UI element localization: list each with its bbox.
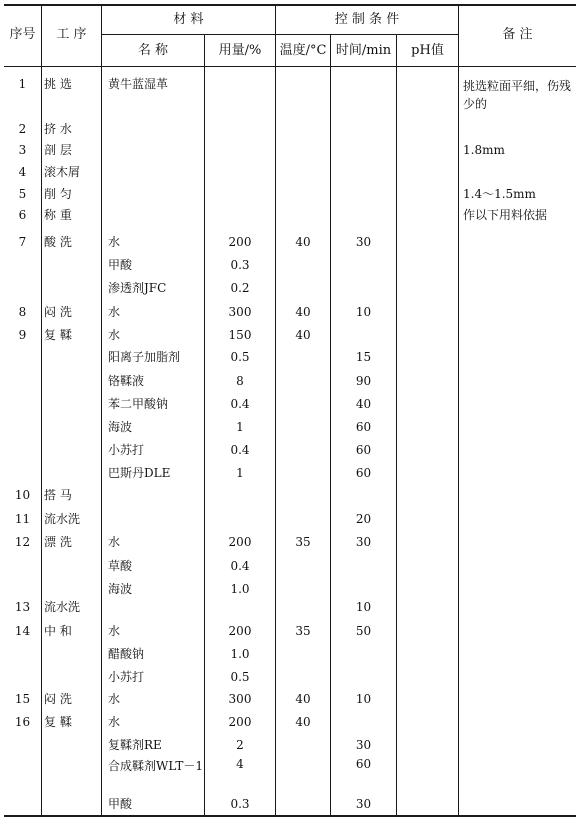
cell-time: 90 xyxy=(355,374,372,388)
cell-name: 水 xyxy=(108,535,121,549)
cell-amt: 1.0 xyxy=(230,647,250,661)
cell-seq: 4 xyxy=(18,165,27,179)
cell-seq: 15 xyxy=(14,692,31,706)
cell-name: 水 xyxy=(108,692,121,706)
header-note: 备 注 xyxy=(502,27,533,42)
cell-time: 10 xyxy=(355,692,372,706)
cell-proc: 滚木屑 xyxy=(44,165,81,179)
cell-seq: 9 xyxy=(18,328,27,342)
cell-seq: 11 xyxy=(14,512,31,526)
cell-name: 水 xyxy=(108,328,121,342)
cell-proc: 酸 洗 xyxy=(44,235,72,249)
cell-name: 草酸 xyxy=(108,559,133,573)
cell-proc: 中 和 xyxy=(44,624,72,638)
cell-amt: 0.5 xyxy=(230,350,250,364)
cell-time: 15 xyxy=(355,350,372,364)
cell-time: 10 xyxy=(355,305,372,319)
cell-time: 30 xyxy=(355,535,372,549)
cell-note: 1.8mm xyxy=(463,143,505,157)
cell-name: 苯二甲酸钠 xyxy=(108,397,169,411)
cell-name: 黄牛蓝湿革 xyxy=(108,77,169,91)
cell-temp: 40 xyxy=(295,715,311,729)
header-temperature: 温度/°C xyxy=(279,43,327,58)
cell-proc: 漂 洗 xyxy=(44,535,72,549)
cell-amt: 0.4 xyxy=(230,559,250,573)
cell-proc: 剖 层 xyxy=(44,143,72,157)
cell-time: 30 xyxy=(355,235,372,249)
cell-seq: 14 xyxy=(14,624,31,638)
cell-proc: 称 重 xyxy=(44,208,72,222)
cell-name: 水 xyxy=(108,715,121,729)
header-bottom-rule xyxy=(4,66,576,67)
header-materials: 材 料 xyxy=(173,12,204,27)
cell-seq: 5 xyxy=(18,187,27,201)
cell-proc: 流水洗 xyxy=(44,512,81,526)
cell-temp: 40 xyxy=(295,235,311,249)
cell-time: 30 xyxy=(355,797,372,811)
cell-seq: 13 xyxy=(14,600,31,614)
header-ph: pH值 xyxy=(411,43,444,58)
cell-amt: 1 xyxy=(236,420,244,434)
cell-amt: 300 xyxy=(228,692,252,706)
cell-proc: 流水洗 xyxy=(44,600,81,614)
cell-time: 60 xyxy=(355,466,372,480)
cell-temp: 35 xyxy=(295,535,311,549)
cell-seq: 3 xyxy=(18,143,27,157)
cell-proc: 闷 洗 xyxy=(44,305,72,319)
cell-proc: 搭 马 xyxy=(44,488,72,502)
cell-name: 合成鞣剂WLT－1 xyxy=(108,759,203,773)
header-time: 时间/min xyxy=(335,43,392,58)
cell-amt: 200 xyxy=(228,235,252,249)
cell-amt: 0.3 xyxy=(230,797,250,811)
cell-note: 1.4～1.5mm xyxy=(463,187,536,201)
cell-name: 海波 xyxy=(108,582,133,596)
cell-seq: 6 xyxy=(18,208,27,222)
cell-time: 40 xyxy=(355,397,372,411)
table-bottom-rule xyxy=(4,815,576,817)
col-rule-control xyxy=(458,5,459,816)
cell-proc: 复 鞣 xyxy=(44,715,72,729)
cell-temp: 40 xyxy=(295,692,311,706)
header-material-amount: 用量/% xyxy=(218,43,262,58)
cell-amt: 1.0 xyxy=(230,582,250,596)
cell-name: 水 xyxy=(108,305,121,319)
cell-time: 60 xyxy=(355,757,372,771)
cell-name: 渗透剂JFC xyxy=(108,281,167,295)
cell-amt: 0.4 xyxy=(230,443,250,457)
cell-proc: 挤 水 xyxy=(44,122,72,136)
cell-proc: 挑 选 xyxy=(44,77,72,91)
cell-amt: 0.5 xyxy=(230,670,250,684)
header-mid-rule-materials xyxy=(101,34,458,35)
cell-amt: 150 xyxy=(228,328,252,342)
header-material-name: 名 称 xyxy=(137,43,169,58)
table-top-rule xyxy=(4,4,576,6)
cell-amt: 200 xyxy=(228,535,252,549)
cell-time: 60 xyxy=(355,420,372,434)
cell-seq: 1 xyxy=(18,77,27,91)
cell-amt: 0.4 xyxy=(230,397,250,411)
cell-name: 小苏打 xyxy=(108,670,145,684)
cell-note: 挑选粒面平细，伤残少的 xyxy=(463,79,572,111)
cell-seq: 2 xyxy=(18,122,27,136)
cell-proc: 复 鞣 xyxy=(44,328,72,342)
cell-name: 甲酸 xyxy=(108,797,133,811)
cell-amt: 300 xyxy=(228,305,252,319)
cell-name: 醋酸钠 xyxy=(108,647,145,661)
cell-temp: 40 xyxy=(295,328,311,342)
cell-amt: 200 xyxy=(228,715,252,729)
cell-time: 50 xyxy=(355,624,372,638)
cell-amt: 4 xyxy=(236,757,244,771)
cell-name: 水 xyxy=(108,235,121,249)
cell-amt: 200 xyxy=(228,624,252,638)
cell-time: 10 xyxy=(355,600,372,614)
cell-name: 甲酸 xyxy=(108,258,133,272)
cell-time: 60 xyxy=(355,443,372,457)
header-control-conditions: 控 制 条 件 xyxy=(334,12,400,27)
cell-seq: 16 xyxy=(14,715,31,729)
cell-seq: 7 xyxy=(18,235,27,249)
cell-amt: 1 xyxy=(236,466,244,480)
cell-seq: 10 xyxy=(14,488,31,502)
cell-note: 作以下用料依据 xyxy=(463,208,548,222)
cell-seq: 8 xyxy=(18,305,27,319)
header-process: 工 序 xyxy=(56,27,87,42)
header-seq: 序号 xyxy=(9,27,36,42)
cell-temp: 35 xyxy=(295,624,311,638)
cell-name: 铬鞣液 xyxy=(108,374,145,388)
cell-temp: 40 xyxy=(295,305,311,319)
cell-name: 阳离子加脂剂 xyxy=(108,350,181,364)
col-rule-proc xyxy=(101,5,102,816)
cell-name: 复鞣剂RE xyxy=(108,738,162,752)
cell-name: 水 xyxy=(108,624,121,638)
cell-amt: 0.3 xyxy=(230,258,250,272)
cell-name: 巴斯丹DLE xyxy=(108,466,171,480)
cell-seq: 12 xyxy=(14,535,31,549)
cell-amt: 0.2 xyxy=(230,281,250,295)
cell-amt: 2 xyxy=(236,738,244,752)
cell-name: 海波 xyxy=(108,420,133,434)
cell-amt: 8 xyxy=(236,374,244,388)
cell-proc: 闷 洗 xyxy=(44,692,72,706)
cell-time: 30 xyxy=(355,738,372,752)
cell-name: 小苏打 xyxy=(108,443,145,457)
cell-time: 20 xyxy=(355,512,372,526)
col-rule-time xyxy=(396,35,397,816)
col-rule-seq xyxy=(41,5,42,816)
cell-proc: 削 匀 xyxy=(44,187,72,201)
